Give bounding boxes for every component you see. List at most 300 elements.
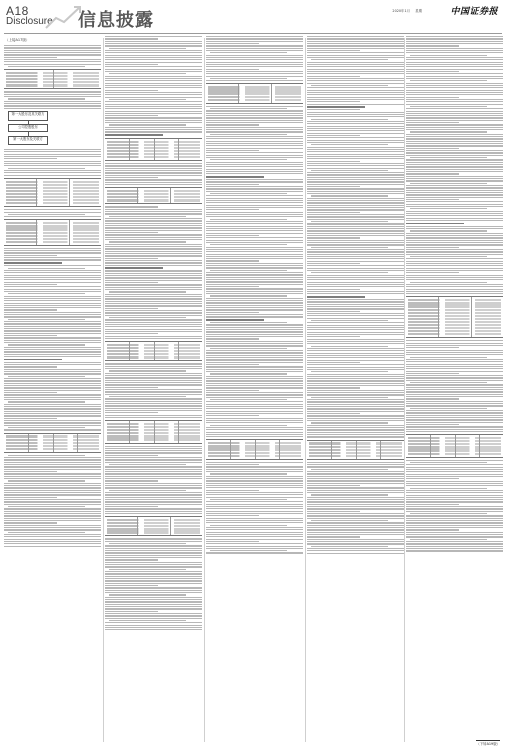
text-line (406, 345, 503, 346)
text-line (406, 471, 503, 472)
text-line (4, 534, 101, 535)
text-line (307, 299, 404, 300)
text-line (406, 467, 503, 468)
text-line (4, 380, 101, 381)
text-line (206, 50, 303, 51)
text-line (4, 309, 57, 310)
text-line (4, 328, 101, 329)
text-line (206, 71, 303, 72)
table-row (408, 312, 501, 314)
text-line (4, 255, 57, 256)
text-line (105, 206, 158, 207)
text-line (105, 36, 202, 37)
text-line (206, 59, 303, 60)
text-line (4, 59, 101, 60)
subheading-line (105, 134, 163, 136)
text-line (105, 384, 202, 385)
text-line (406, 164, 503, 165)
table-row (6, 228, 99, 230)
text-line (206, 397, 303, 398)
text-line (4, 305, 101, 306)
text-line (307, 327, 404, 328)
subheading-line (206, 176, 264, 178)
text-line (105, 629, 202, 630)
text-line (105, 94, 202, 95)
text-line (105, 275, 202, 276)
text-line (105, 398, 202, 399)
data-table (105, 138, 202, 161)
text-line (307, 399, 404, 400)
text-line (105, 508, 202, 509)
text-line (105, 597, 202, 598)
text-line (406, 129, 503, 130)
text-line (105, 209, 202, 210)
text-line (311, 195, 389, 196)
text-line (210, 193, 288, 194)
text-line (406, 258, 503, 259)
text-line (406, 150, 503, 151)
text-line (105, 618, 202, 619)
column-2 (105, 36, 202, 744)
text-line (4, 170, 101, 171)
text-line (307, 282, 404, 283)
text-line (410, 382, 488, 383)
text-line (206, 432, 303, 433)
text-line (206, 207, 303, 208)
text-line (8, 168, 86, 169)
text-line (307, 57, 404, 58)
text-line (307, 154, 404, 155)
text-line (206, 169, 303, 170)
text-line (105, 625, 202, 626)
text-line (206, 184, 259, 185)
text-line (307, 200, 404, 201)
text-line (406, 235, 503, 236)
table-column-rule (129, 421, 130, 442)
page-header (0, 0, 506, 36)
text-line (206, 420, 303, 421)
text-line (406, 368, 503, 369)
text-line (311, 85, 389, 86)
text-line (406, 159, 503, 160)
text-line (206, 286, 259, 287)
table-row (6, 235, 99, 237)
text-line (307, 418, 404, 419)
text-line (406, 429, 503, 430)
text-line (307, 522, 404, 523)
table-row (208, 86, 301, 88)
text-line (105, 446, 202, 447)
text-line (406, 293, 503, 294)
text-line (406, 166, 503, 167)
text-line (311, 397, 389, 398)
table-row (6, 225, 99, 227)
text-line (307, 291, 404, 292)
text-line (206, 136, 303, 137)
text-line (4, 154, 101, 155)
text-line (4, 546, 101, 547)
text-line (307, 308, 404, 309)
article-columns (4, 36, 502, 744)
text-line (105, 310, 202, 311)
text-line (206, 73, 303, 74)
text-line (105, 622, 202, 623)
text-line (210, 348, 288, 349)
text-line (406, 366, 503, 367)
table-row (6, 202, 99, 204)
text-line (406, 527, 503, 528)
text-line (105, 382, 202, 383)
text-line (206, 548, 303, 549)
text-line (4, 265, 101, 266)
text-line (406, 52, 503, 53)
text-line (307, 251, 404, 252)
text-line (307, 411, 404, 412)
text-line (105, 308, 158, 309)
text-line (307, 62, 404, 63)
text-line (406, 73, 503, 74)
text-line (105, 165, 202, 166)
text-line (105, 478, 202, 479)
text-line (4, 161, 101, 162)
text-line (206, 235, 259, 236)
text-line (406, 289, 503, 290)
text-line (307, 235, 404, 236)
table-row (107, 519, 200, 521)
text-line (109, 124, 187, 125)
text-line (4, 476, 101, 477)
text-line (105, 177, 158, 178)
text-line (206, 274, 303, 275)
text-line (105, 131, 202, 132)
text-line (406, 541, 503, 542)
table-column-rule (178, 342, 179, 360)
publication-weekday: 星期 (415, 9, 422, 13)
text-line (206, 390, 259, 391)
text-line (109, 291, 187, 292)
text-line (311, 371, 389, 372)
text-line (105, 578, 202, 579)
text-line (4, 172, 101, 173)
text-line (307, 339, 404, 340)
text-line (307, 553, 404, 554)
text-line (105, 97, 202, 98)
text-line (406, 469, 503, 470)
text-line (311, 520, 389, 521)
text-line (210, 78, 288, 79)
text-line (105, 405, 202, 406)
text-line (206, 242, 303, 243)
text-line (4, 473, 101, 474)
text-line (210, 295, 288, 296)
data-table (4, 178, 101, 208)
text-line (307, 268, 404, 269)
text-line (105, 108, 202, 109)
text-line (307, 532, 404, 533)
text-line (4, 300, 101, 301)
text-line (307, 94, 404, 95)
text-line (406, 50, 503, 51)
text-line (406, 124, 503, 125)
text-line (307, 332, 404, 333)
text-line (105, 611, 158, 612)
text-line (406, 272, 459, 273)
text-line (206, 527, 303, 528)
text-line (105, 329, 202, 330)
table-row (6, 181, 99, 183)
text-line (206, 143, 303, 144)
text-line (4, 333, 101, 334)
text-line (410, 230, 488, 231)
text-line (307, 50, 360, 51)
text-line (105, 122, 202, 123)
text-line (210, 499, 288, 500)
text-line (307, 258, 404, 259)
text-line (206, 256, 303, 257)
text-line (105, 599, 202, 600)
text-line (410, 408, 488, 409)
table-column-rule (129, 342, 130, 360)
text-line (105, 552, 202, 553)
text-line (4, 418, 57, 419)
text-line (406, 85, 503, 86)
text-line (105, 101, 202, 102)
text-line (307, 404, 404, 405)
section-english-name: Disclosure (6, 16, 53, 27)
text-line (105, 43, 202, 44)
text-line (206, 120, 303, 121)
text-line (307, 408, 404, 409)
text-line (406, 543, 503, 544)
text-line (311, 170, 389, 171)
text-line (206, 522, 303, 523)
text-line (307, 168, 404, 169)
text-line (406, 145, 503, 146)
text-line (206, 152, 303, 153)
text-line (406, 419, 503, 420)
text-line (307, 161, 360, 162)
text-line (206, 422, 303, 423)
text-line (206, 263, 303, 264)
text-line (406, 532, 503, 533)
text-line (105, 66, 202, 67)
text-line (307, 383, 404, 384)
text-line (406, 501, 503, 502)
text-line (105, 220, 202, 221)
subheading-line (307, 296, 365, 298)
text-line (210, 322, 288, 323)
table-column-rule (36, 179, 37, 207)
data-table (406, 434, 503, 457)
text-line (410, 488, 488, 489)
text-line (406, 520, 503, 521)
text-line (109, 569, 187, 570)
text-line (307, 123, 404, 124)
table-column-rule (170, 188, 171, 203)
text-line (307, 390, 404, 391)
text-line (206, 401, 303, 402)
text-line (105, 511, 202, 512)
text-line (8, 319, 86, 320)
text-line (206, 352, 303, 353)
text-line (406, 240, 503, 241)
text-line (105, 83, 202, 84)
text-line (206, 331, 303, 332)
text-line (105, 462, 202, 463)
text-line (406, 194, 503, 195)
text-line (105, 566, 202, 567)
text-line (307, 385, 404, 386)
text-line (206, 209, 259, 210)
text-line (406, 534, 503, 535)
text-line (410, 539, 488, 540)
text-line (406, 180, 503, 181)
text-line (105, 277, 202, 278)
text-line (206, 355, 303, 356)
text-line (307, 233, 404, 234)
text-line (8, 98, 86, 99)
text-line (206, 480, 303, 481)
text-line (105, 225, 202, 226)
text-line (105, 258, 158, 259)
text-line (307, 511, 360, 512)
text-line (206, 529, 303, 530)
text-line (206, 408, 303, 409)
text-line (307, 73, 404, 74)
text-line (307, 506, 404, 507)
text-line (105, 106, 202, 107)
text-line (406, 148, 459, 149)
text-line (307, 237, 360, 238)
text-line (307, 401, 404, 402)
text-line (206, 279, 303, 280)
text-line (206, 520, 303, 521)
text-line (4, 504, 101, 505)
text-line (4, 323, 101, 324)
text-line (4, 415, 101, 416)
text-line (311, 320, 389, 321)
text-line (406, 422, 503, 423)
text-line (105, 213, 202, 214)
text-line (105, 513, 202, 514)
text-line (206, 532, 303, 533)
text-line (307, 357, 404, 358)
text-line (406, 134, 503, 135)
text-line (105, 223, 202, 224)
table-column-rule (479, 435, 480, 456)
subheading-line (406, 223, 464, 225)
text-line (105, 87, 202, 88)
text-line (105, 319, 202, 320)
text-line (105, 230, 202, 231)
text-line (307, 228, 404, 229)
text-line (206, 57, 303, 58)
text-line (307, 270, 404, 271)
ownership-flowchart (4, 111, 101, 147)
text-line (105, 305, 202, 306)
text-line (406, 415, 503, 416)
text-line (105, 550, 202, 551)
table-row (6, 199, 99, 201)
text-line (307, 80, 404, 81)
text-line (109, 464, 187, 465)
text-line (105, 69, 202, 70)
text-line (4, 209, 101, 210)
table-row (107, 196, 200, 198)
text-line (406, 115, 503, 116)
text-line (406, 364, 503, 365)
text-line (105, 497, 202, 498)
text-line (210, 52, 288, 53)
table-row (107, 193, 200, 195)
text-line (105, 366, 202, 367)
text-line (311, 247, 389, 248)
text-line (307, 284, 404, 285)
text-line (307, 142, 404, 143)
text-line (307, 64, 404, 65)
text-line (307, 126, 404, 127)
text-line (4, 485, 101, 486)
text-line (410, 208, 488, 209)
text-line (105, 227, 202, 228)
text-line (4, 362, 101, 363)
text-line (307, 518, 404, 519)
text-line (206, 186, 303, 187)
text-line (307, 334, 404, 335)
text-line (206, 406, 303, 407)
column-4 (307, 36, 404, 744)
table-row (107, 528, 200, 530)
text-line (307, 343, 404, 344)
text-line (4, 252, 101, 253)
text-line (206, 288, 303, 289)
text-line (311, 422, 389, 423)
text-line (307, 525, 404, 526)
text-line (307, 198, 404, 199)
text-line (410, 55, 488, 56)
text-line (406, 490, 503, 491)
text-line (210, 399, 288, 400)
text-line (206, 336, 303, 337)
text-line (206, 492, 303, 493)
data-table (406, 296, 503, 338)
text-line (307, 485, 360, 486)
text-line (206, 145, 303, 146)
text-line (307, 497, 404, 498)
text-line (105, 211, 202, 212)
text-line (206, 265, 303, 266)
text-line (307, 289, 360, 290)
text-line (307, 87, 404, 88)
text-line (406, 108, 503, 109)
text-line (105, 260, 202, 261)
text-line (307, 543, 404, 544)
text-line (206, 476, 303, 477)
text-line (105, 179, 202, 180)
text-line (307, 193, 404, 194)
text-line (307, 216, 404, 217)
text-line (307, 548, 404, 549)
text-line (206, 494, 303, 495)
text-line (307, 181, 404, 182)
text-line (4, 354, 101, 355)
text-line (307, 55, 404, 56)
text-line (410, 256, 488, 257)
text-line (307, 90, 404, 91)
text-line (406, 43, 503, 44)
text-line (4, 303, 101, 304)
text-line (307, 306, 404, 307)
